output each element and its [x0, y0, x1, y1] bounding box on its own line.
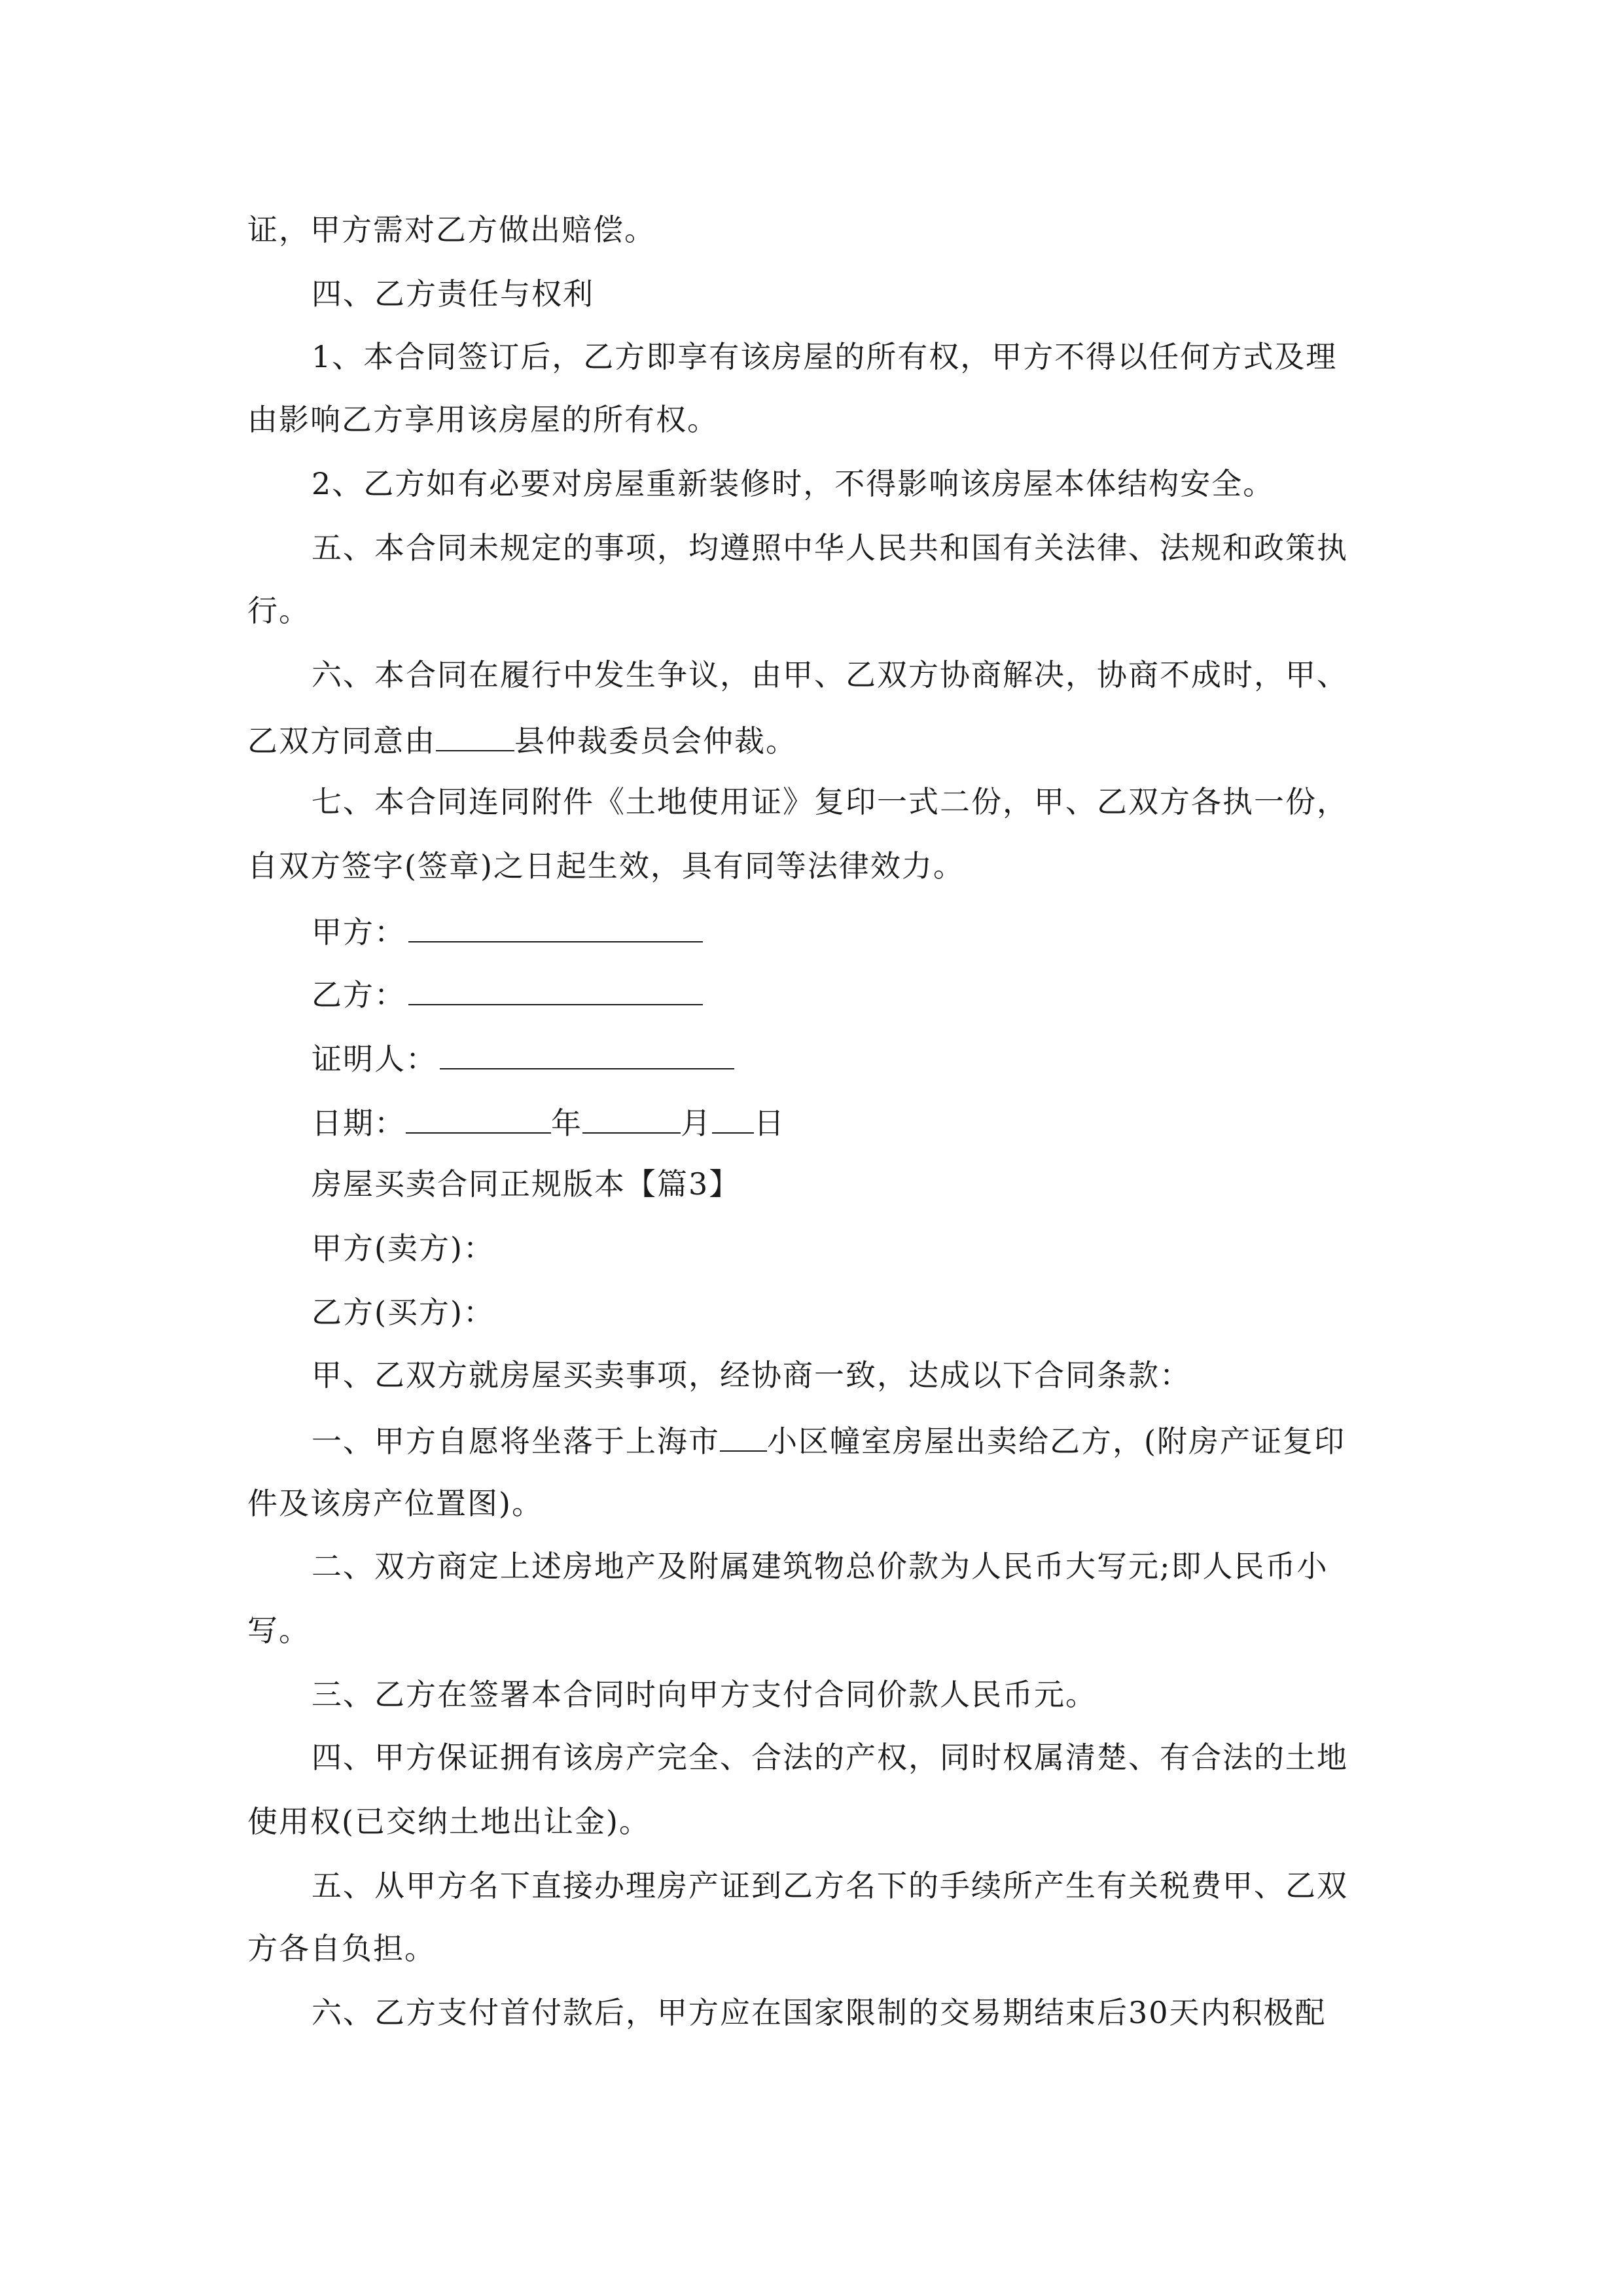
month-label: 月	[681, 1105, 712, 1141]
year-blank	[406, 1106, 551, 1134]
paragraph-line: 证，甲方需对乙方做出赔偿。	[247, 212, 656, 247]
paragraph-text: 县仲裁委员会仲裁。	[514, 723, 797, 759]
day-blank	[712, 1106, 754, 1134]
paragraph-line: 自双方签字(签章)之日起生效，具有同等法律效力。	[247, 848, 965, 884]
paragraph-line: 六、本合同在履行中发生争议，由甲、乙双方协商解决，协商不成时，甲、	[312, 657, 1348, 692]
paragraph-line: 件及该房产位置图)。	[247, 1486, 543, 1521]
signature-blank	[408, 915, 703, 942]
section-heading: 四、乙方责任与权利	[312, 276, 594, 312]
party-a-signature	[312, 914, 703, 950]
paragraph-text: 乙双方同意由	[247, 723, 436, 759]
paragraph-line	[247, 723, 797, 759]
paragraph-line: 方各自负担。	[247, 1931, 436, 1966]
date-line	[312, 1105, 785, 1141]
paragraph-line: 由影响乙方享用该房屋的所有权。	[247, 402, 719, 437]
paragraph-line: 使用权(已交纳土地出让金)。	[247, 1804, 651, 1839]
seller-label: 甲方(卖方)：	[312, 1230, 495, 1266]
paragraph-text: 一、甲方自愿将坐落于上海市	[312, 1424, 720, 1459]
paragraph-line: 四、甲方保证拥有该房产完全、合法的产权，同时权属清楚、有合法的土地	[312, 1740, 1348, 1775]
address-blank	[720, 1424, 767, 1452]
buyer-label: 乙方(买方)：	[312, 1295, 495, 1330]
paragraph-line: 六、乙方支付首付款后，甲方应在国家限制的交易期结束后30天内积极配	[312, 1995, 1327, 2030]
paragraph-line	[312, 1424, 1346, 1459]
paragraph-text: 小区幢室房屋出卖给乙方，(附房产证复印	[767, 1424, 1346, 1459]
paragraph-line: 二、双方商定上述房地产及附属建筑物总价款为人民币大写元;即人民币小	[312, 1549, 1329, 1584]
section-title: 房屋买卖合同正规版本【篇3】	[312, 1166, 741, 1202]
year-label: 年	[551, 1105, 582, 1141]
paragraph-line: 三、乙方在签署本合同时向甲方支付合同价款人民币元。	[312, 1677, 1097, 1712]
county-blank	[436, 724, 514, 751]
paragraph-line: 2、乙方如有必要对房屋重新装修时，不得影响该房屋本体结构安全。	[312, 466, 1275, 501]
paragraph-line: 写。	[247, 1613, 310, 1648]
paragraph-line: 甲、乙双方就房屋买卖事项，经协商一致，达成以下合同条款：	[312, 1357, 1191, 1393]
day-label: 日	[754, 1105, 785, 1141]
date-label: 日期：	[312, 1105, 406, 1141]
paragraph-line: 1、本合同签订后，乙方即享有该房屋的所有权，甲方不得以任何方式及理	[312, 339, 1338, 374]
paragraph-line: 行。	[247, 593, 310, 628]
witness-signature	[312, 1041, 734, 1077]
signature-blank	[408, 978, 703, 1005]
paragraph-line: 五、从甲方名下直接办理房产证到乙方名下的手续所产生有关税费甲、乙双	[312, 1868, 1348, 1903]
signature-label: 甲方：	[312, 914, 406, 950]
paragraph-line: 五、本合同未规定的事项，均遵照中华人民共和国有关法律、法规和政策执	[312, 530, 1348, 565]
signature-label: 证明人：	[312, 1041, 437, 1077]
signature-label: 乙方：	[312, 977, 406, 1013]
party-b-signature	[312, 977, 703, 1013]
signature-blank	[440, 1042, 734, 1069]
month-blank	[582, 1106, 681, 1134]
paragraph-line: 七、本合同连同附件《土地使用证》复印一式二份，甲、乙双方各执一份，	[312, 784, 1348, 819]
